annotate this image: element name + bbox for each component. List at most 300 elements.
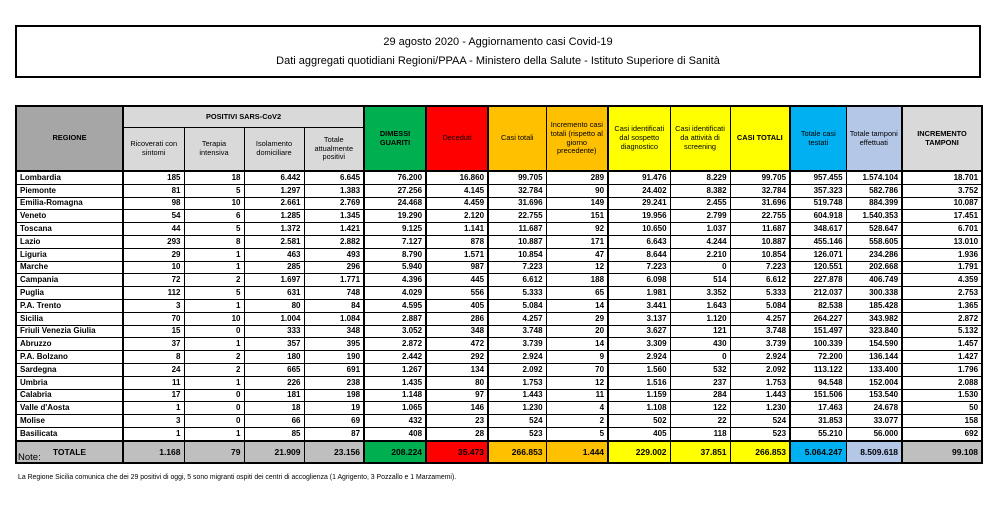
value-cell: 6.442 <box>244 171 304 184</box>
value-cell: 3 <box>123 415 184 428</box>
table-row <box>16 363 982 376</box>
value-cell: 604.918 <box>790 210 846 223</box>
header-dimessi-guariti: DIMESSI GUARITI <box>364 106 426 171</box>
total-value-cell: 5.064.247 <box>790 441 846 463</box>
region-cell: Lombardia <box>16 171 123 184</box>
table-row <box>16 235 982 248</box>
value-cell: 289 <box>546 171 608 184</box>
value-cell: 6.645 <box>304 171 364 184</box>
region-cell: Umbria <box>16 376 123 389</box>
value-cell: 11 <box>546 389 608 402</box>
value-cell: 32.784 <box>730 184 790 197</box>
value-cell: 31.696 <box>488 197 546 210</box>
value-cell: 2.872 <box>364 338 426 351</box>
value-cell: 18 <box>244 402 304 415</box>
value-cell: 357 <box>244 338 304 351</box>
table-row <box>16 312 982 325</box>
value-cell: 23 <box>426 415 488 428</box>
value-cell: 11.687 <box>730 223 790 236</box>
value-cell: 50 <box>902 402 982 415</box>
value-cell: 264.227 <box>790 312 846 325</box>
value-cell: 1.037 <box>670 223 730 236</box>
value-cell: 405 <box>608 427 670 440</box>
table-footer <box>16 441 982 463</box>
region-cell: Campania <box>16 274 123 287</box>
value-cell: 3.441 <box>608 299 670 312</box>
value-cell: 1.383 <box>304 184 364 197</box>
value-cell: 188 <box>546 274 608 287</box>
value-cell: 748 <box>304 287 364 300</box>
value-cell: 286 <box>426 312 488 325</box>
value-cell: 2.924 <box>730 351 790 364</box>
value-cell: 348 <box>426 325 488 338</box>
value-cell: 31.853 <box>790 415 846 428</box>
value-cell: 1.697 <box>244 274 304 287</box>
value-cell: 2.661 <box>244 197 304 210</box>
value-cell: 5 <box>184 184 244 197</box>
value-cell: 1.421 <box>304 223 364 236</box>
region-cell: Basilicata <box>16 427 123 440</box>
value-cell: 185.428 <box>846 299 902 312</box>
value-cell: 153.540 <box>846 389 902 402</box>
title-line-1: 29 agosto 2020 - Aggiornamento casi Covid-19 <box>383 36 613 48</box>
value-cell: 47 <box>546 248 608 261</box>
value-cell: 293 <box>123 235 184 248</box>
value-cell: 13.010 <box>902 235 982 248</box>
value-cell: 14 <box>546 338 608 351</box>
value-cell: 8.382 <box>670 184 730 197</box>
value-cell: 1.791 <box>902 261 982 274</box>
value-cell: 112 <box>123 287 184 300</box>
value-cell: 97 <box>426 389 488 402</box>
value-cell: 3.748 <box>488 325 546 338</box>
value-cell: 3.739 <box>488 338 546 351</box>
value-cell: 118 <box>670 427 730 440</box>
value-cell: 171 <box>546 235 608 248</box>
value-cell: 22 <box>670 415 730 428</box>
value-cell: 10 <box>184 312 244 325</box>
table-row <box>16 402 982 415</box>
value-cell: 151.497 <box>790 325 846 338</box>
value-cell: 98 <box>123 197 184 210</box>
value-cell: 519.748 <box>790 197 846 210</box>
value-cell: 10.087 <box>902 197 982 210</box>
value-cell: 99.705 <box>488 171 546 184</box>
note-text: La Regione Sicilia comunica che dei 29 positivi di oggi, 5 sono migranti ospiti dei centri di accoglienza (1 Agrigento, 3 Pozzallo e 1 Marzamemi). <box>18 474 457 481</box>
region-cell: Sardegna <box>16 363 123 376</box>
value-cell: 2.872 <box>902 312 982 325</box>
region-cell: Molise <box>16 415 123 428</box>
value-cell: 4.244 <box>670 235 730 248</box>
value-cell: 19.290 <box>364 210 426 223</box>
total-value-cell: 35.473 <box>426 441 488 463</box>
value-cell: 1.365 <box>902 299 982 312</box>
value-cell: 28 <box>426 427 488 440</box>
value-cell: 0 <box>184 325 244 338</box>
value-cell: 10.887 <box>488 235 546 248</box>
value-cell: 6.643 <box>608 235 670 248</box>
table-row <box>16 351 982 364</box>
value-cell: 1 <box>184 248 244 261</box>
value-cell: 333 <box>244 325 304 338</box>
value-cell: 1 <box>184 376 244 389</box>
value-cell: 2.088 <box>902 376 982 389</box>
total-row <box>16 441 982 463</box>
value-cell: 4.359 <box>902 274 982 287</box>
value-cell: 10 <box>123 261 184 274</box>
value-cell: 16.860 <box>426 171 488 184</box>
value-cell: 3.748 <box>730 325 790 338</box>
value-cell: 87 <box>304 427 364 440</box>
value-cell: 1.771 <box>304 274 364 287</box>
value-cell: 1 <box>184 338 244 351</box>
value-cell: 1.108 <box>608 402 670 415</box>
value-cell: 1 <box>184 299 244 312</box>
value-cell: 84 <box>304 299 364 312</box>
table-row <box>16 210 982 223</box>
value-cell: 29 <box>123 248 184 261</box>
value-cell: 14 <box>546 299 608 312</box>
value-cell: 22.755 <box>488 210 546 223</box>
value-cell: 1.981 <box>608 287 670 300</box>
region-cell: Calabria <box>16 389 123 402</box>
header-totale-attualmente-positivi: Totale attualmente positivi <box>304 128 364 172</box>
table-row <box>16 248 982 261</box>
value-cell: 238 <box>304 376 364 389</box>
value-cell: 6.612 <box>730 274 790 287</box>
value-cell: 1.345 <box>304 210 364 223</box>
value-cell: 24.678 <box>846 402 902 415</box>
value-cell: 11.687 <box>488 223 546 236</box>
value-cell: 1.530 <box>902 389 982 402</box>
region-cell: Sicilia <box>16 312 123 325</box>
value-cell: 27.256 <box>364 184 426 197</box>
value-cell: 24 <box>123 363 184 376</box>
value-cell: 3.137 <box>608 312 670 325</box>
region-cell: Emilia-Romagna <box>16 197 123 210</box>
value-cell: 1.574.104 <box>846 171 902 184</box>
value-cell: 0 <box>184 402 244 415</box>
value-cell: 558.605 <box>846 235 902 248</box>
table-row <box>16 171 982 184</box>
value-cell: 33.077 <box>846 415 902 428</box>
value-cell: 1.285 <box>244 210 304 223</box>
value-cell: 7.223 <box>488 261 546 274</box>
value-cell: 31.696 <box>730 197 790 210</box>
value-cell: 133.400 <box>846 363 902 376</box>
value-cell: 3.739 <box>730 338 790 351</box>
value-cell: 149 <box>546 197 608 210</box>
value-cell: 72 <box>123 274 184 287</box>
value-cell: 8.644 <box>608 248 670 261</box>
total-value-cell: 266.853 <box>488 441 546 463</box>
region-cell: Valle d'Aosta <box>16 402 123 415</box>
value-cell: 2.753 <box>902 287 982 300</box>
value-cell: 66 <box>244 415 304 428</box>
value-cell: 3.352 <box>670 287 730 300</box>
total-value-cell: 229.002 <box>608 441 670 463</box>
value-cell: 2.924 <box>488 351 546 364</box>
value-cell: 1.457 <box>902 338 982 351</box>
value-cell: 81 <box>123 184 184 197</box>
covid-table <box>15 105 983 464</box>
value-cell: 1 <box>184 261 244 274</box>
value-cell: 406.749 <box>846 274 902 287</box>
value-cell: 6.612 <box>488 274 546 287</box>
value-cell: 154.590 <box>846 338 902 351</box>
header-deceduti: Deceduti <box>426 106 488 171</box>
value-cell: 2.092 <box>488 363 546 376</box>
value-cell: 4.396 <box>364 274 426 287</box>
value-cell: 85 <box>244 427 304 440</box>
value-cell: 10.854 <box>488 248 546 261</box>
total-value-cell: 208.224 <box>364 441 426 463</box>
value-cell: 4.029 <box>364 287 426 300</box>
value-cell: 10.650 <box>608 223 670 236</box>
value-cell: 122 <box>670 402 730 415</box>
value-cell: 878 <box>426 235 488 248</box>
value-cell: 12 <box>546 261 608 274</box>
value-cell: 56.000 <box>846 427 902 440</box>
value-cell: 4.257 <box>488 312 546 325</box>
header-screening: Casi identificati da attività di screening <box>670 106 730 171</box>
value-cell: 405 <box>426 299 488 312</box>
value-cell: 1.372 <box>244 223 304 236</box>
table-row <box>16 389 982 402</box>
value-cell: 1.427 <box>902 351 982 364</box>
value-cell: 185 <box>123 171 184 184</box>
value-cell: 348 <box>304 325 364 338</box>
value-cell: 18.701 <box>902 171 982 184</box>
value-cell: 146 <box>426 402 488 415</box>
value-cell: 226 <box>244 376 304 389</box>
value-cell: 18 <box>184 171 244 184</box>
value-cell: 884.399 <box>846 197 902 210</box>
table-row <box>16 299 982 312</box>
value-cell: 2.887 <box>364 312 426 325</box>
table-row <box>16 427 982 440</box>
value-cell: 1.065 <box>364 402 426 415</box>
value-cell: 37 <box>123 338 184 351</box>
value-cell: 5.940 <box>364 261 426 274</box>
value-cell: 1.443 <box>488 389 546 402</box>
value-cell: 2.882 <box>304 235 364 248</box>
region-cell: Puglia <box>16 287 123 300</box>
value-cell: 158 <box>902 415 982 428</box>
value-cell: 92 <box>546 223 608 236</box>
region-cell: Marche <box>16 261 123 274</box>
header-regione: REGIONE <box>16 106 123 171</box>
value-cell: 523 <box>488 427 546 440</box>
value-cell: 136.144 <box>846 351 902 364</box>
value-cell: 17.463 <box>790 402 846 415</box>
value-cell: 0 <box>670 261 730 274</box>
value-cell: 692 <box>902 427 982 440</box>
value-cell: 9 <box>546 351 608 364</box>
value-cell: 1.084 <box>304 312 364 325</box>
table-row <box>16 376 982 389</box>
region-cell: Piemonte <box>16 184 123 197</box>
value-cell: 5.132 <box>902 325 982 338</box>
table-row <box>16 274 982 287</box>
total-value-cell: 21.909 <box>244 441 304 463</box>
value-cell: 463 <box>244 248 304 261</box>
value-cell: 285 <box>244 261 304 274</box>
value-cell: 1 <box>184 427 244 440</box>
value-cell: 234.286 <box>846 248 902 261</box>
value-cell: 15 <box>123 325 184 338</box>
value-cell: 493 <box>304 248 364 261</box>
table-row <box>16 415 982 428</box>
value-cell: 19.956 <box>608 210 670 223</box>
value-cell: 4.459 <box>426 197 488 210</box>
table-row <box>16 223 982 236</box>
value-cell: 1.796 <box>902 363 982 376</box>
table-row <box>16 325 982 338</box>
value-cell: 3.052 <box>364 325 426 338</box>
value-cell: 4 <box>546 402 608 415</box>
table-row <box>16 338 982 351</box>
total-value-cell: 8.509.618 <box>846 441 902 463</box>
value-cell: 2.455 <box>670 197 730 210</box>
value-cell: 1.297 <box>244 184 304 197</box>
region-cell: P.A. Bolzano <box>16 351 123 364</box>
value-cell: 6 <box>184 210 244 223</box>
value-cell: 126.071 <box>790 248 846 261</box>
value-cell: 5.084 <box>730 299 790 312</box>
value-cell: 8.790 <box>364 248 426 261</box>
region-cell: Friuli Venezia Giulia <box>16 325 123 338</box>
value-cell: 82.538 <box>790 299 846 312</box>
value-cell: 180 <box>244 351 304 364</box>
value-cell: 957.455 <box>790 171 846 184</box>
value-cell: 120.551 <box>790 261 846 274</box>
value-cell: 72.200 <box>790 351 846 364</box>
value-cell: 99.705 <box>730 171 790 184</box>
header-casi-testati: Totale casi testati <box>790 106 846 171</box>
value-cell: 357.323 <box>790 184 846 197</box>
value-cell: 44 <box>123 223 184 236</box>
value-cell: 7.223 <box>730 261 790 274</box>
value-cell: 76.200 <box>364 171 426 184</box>
value-cell: 2.092 <box>730 363 790 376</box>
value-cell: 5.333 <box>488 287 546 300</box>
value-cell: 348.617 <box>790 223 846 236</box>
value-cell: 198 <box>304 389 364 402</box>
value-cell: 20 <box>546 325 608 338</box>
value-cell: 80 <box>426 376 488 389</box>
value-cell: 10.854 <box>730 248 790 261</box>
value-cell: 70 <box>123 312 184 325</box>
value-cell: 0 <box>184 389 244 402</box>
value-cell: 151.506 <box>790 389 846 402</box>
value-cell: 2.442 <box>364 351 426 364</box>
value-cell: 2 <box>184 351 244 364</box>
total-value-cell: 1.168 <box>123 441 184 463</box>
value-cell: 3.627 <box>608 325 670 338</box>
region-cell: Abruzzo <box>16 338 123 351</box>
value-cell: 395 <box>304 338 364 351</box>
value-cell: 284 <box>670 389 730 402</box>
table-row <box>16 261 982 274</box>
value-cell: 300.338 <box>846 287 902 300</box>
value-cell: 6.701 <box>902 223 982 236</box>
value-cell: 582.786 <box>846 184 902 197</box>
value-cell: 12 <box>546 376 608 389</box>
value-cell: 502 <box>608 415 670 428</box>
value-cell: 152.004 <box>846 376 902 389</box>
value-cell: 181 <box>244 389 304 402</box>
value-cell: 65 <box>546 287 608 300</box>
value-cell: 54 <box>123 210 184 223</box>
value-cell: 32.784 <box>488 184 546 197</box>
value-cell: 5.084 <box>488 299 546 312</box>
value-cell: 121 <box>670 325 730 338</box>
total-value-cell: 23.156 <box>304 441 364 463</box>
value-cell: 1.753 <box>488 376 546 389</box>
value-cell: 17 <box>123 389 184 402</box>
header-positivi-group: POSITIVI SARS-CoV2 <box>123 106 364 128</box>
note-label: Note: <box>18 452 41 463</box>
value-cell: 24.402 <box>608 184 670 197</box>
value-cell: 1.120 <box>670 312 730 325</box>
value-cell: 514 <box>670 274 730 287</box>
value-cell: 455.146 <box>790 235 846 248</box>
header-isolamento-domiciliare: Isolamento domiciliare <box>244 128 304 172</box>
value-cell: 7.127 <box>364 235 426 248</box>
value-cell: 212.037 <box>790 287 846 300</box>
value-cell: 1.435 <box>364 376 426 389</box>
value-cell: 113.122 <box>790 363 846 376</box>
value-cell: 10 <box>184 197 244 210</box>
total-value-cell: 79 <box>184 441 244 463</box>
value-cell: 19 <box>304 402 364 415</box>
value-cell: 17.451 <box>902 210 982 223</box>
total-value-cell: 99.108 <box>902 441 982 463</box>
value-cell: 432 <box>364 415 426 428</box>
value-cell: 10.887 <box>730 235 790 248</box>
value-cell: 1.540.353 <box>846 210 902 223</box>
value-cell: 445 <box>426 274 488 287</box>
value-cell: 151 <box>546 210 608 223</box>
value-cell: 0 <box>670 351 730 364</box>
value-cell: 134 <box>426 363 488 376</box>
title-box <box>15 25 981 78</box>
table-row <box>16 197 982 210</box>
value-cell: 1.753 <box>730 376 790 389</box>
header-sospetto-diagnostico: Casi identificati dal sospetto diagnostico <box>608 106 670 171</box>
value-cell: 91.476 <box>608 171 670 184</box>
value-cell: 1 <box>123 427 184 440</box>
table-row <box>16 184 982 197</box>
value-cell: 22.755 <box>730 210 790 223</box>
total-value-cell: 266.853 <box>730 441 790 463</box>
value-cell: 90 <box>546 184 608 197</box>
value-cell: 408 <box>364 427 426 440</box>
value-cell: 532 <box>670 363 730 376</box>
value-cell: 524 <box>730 415 790 428</box>
region-cell: Liguria <box>16 248 123 261</box>
value-cell: 1.148 <box>364 389 426 402</box>
value-cell: 987 <box>426 261 488 274</box>
value-cell: 8.229 <box>670 171 730 184</box>
region-cell: P.A. Trento <box>16 299 123 312</box>
value-cell: 4.595 <box>364 299 426 312</box>
value-cell: 296 <box>304 261 364 274</box>
value-cell: 55.210 <box>790 427 846 440</box>
value-cell: 5.333 <box>730 287 790 300</box>
value-cell: 2 <box>184 363 244 376</box>
